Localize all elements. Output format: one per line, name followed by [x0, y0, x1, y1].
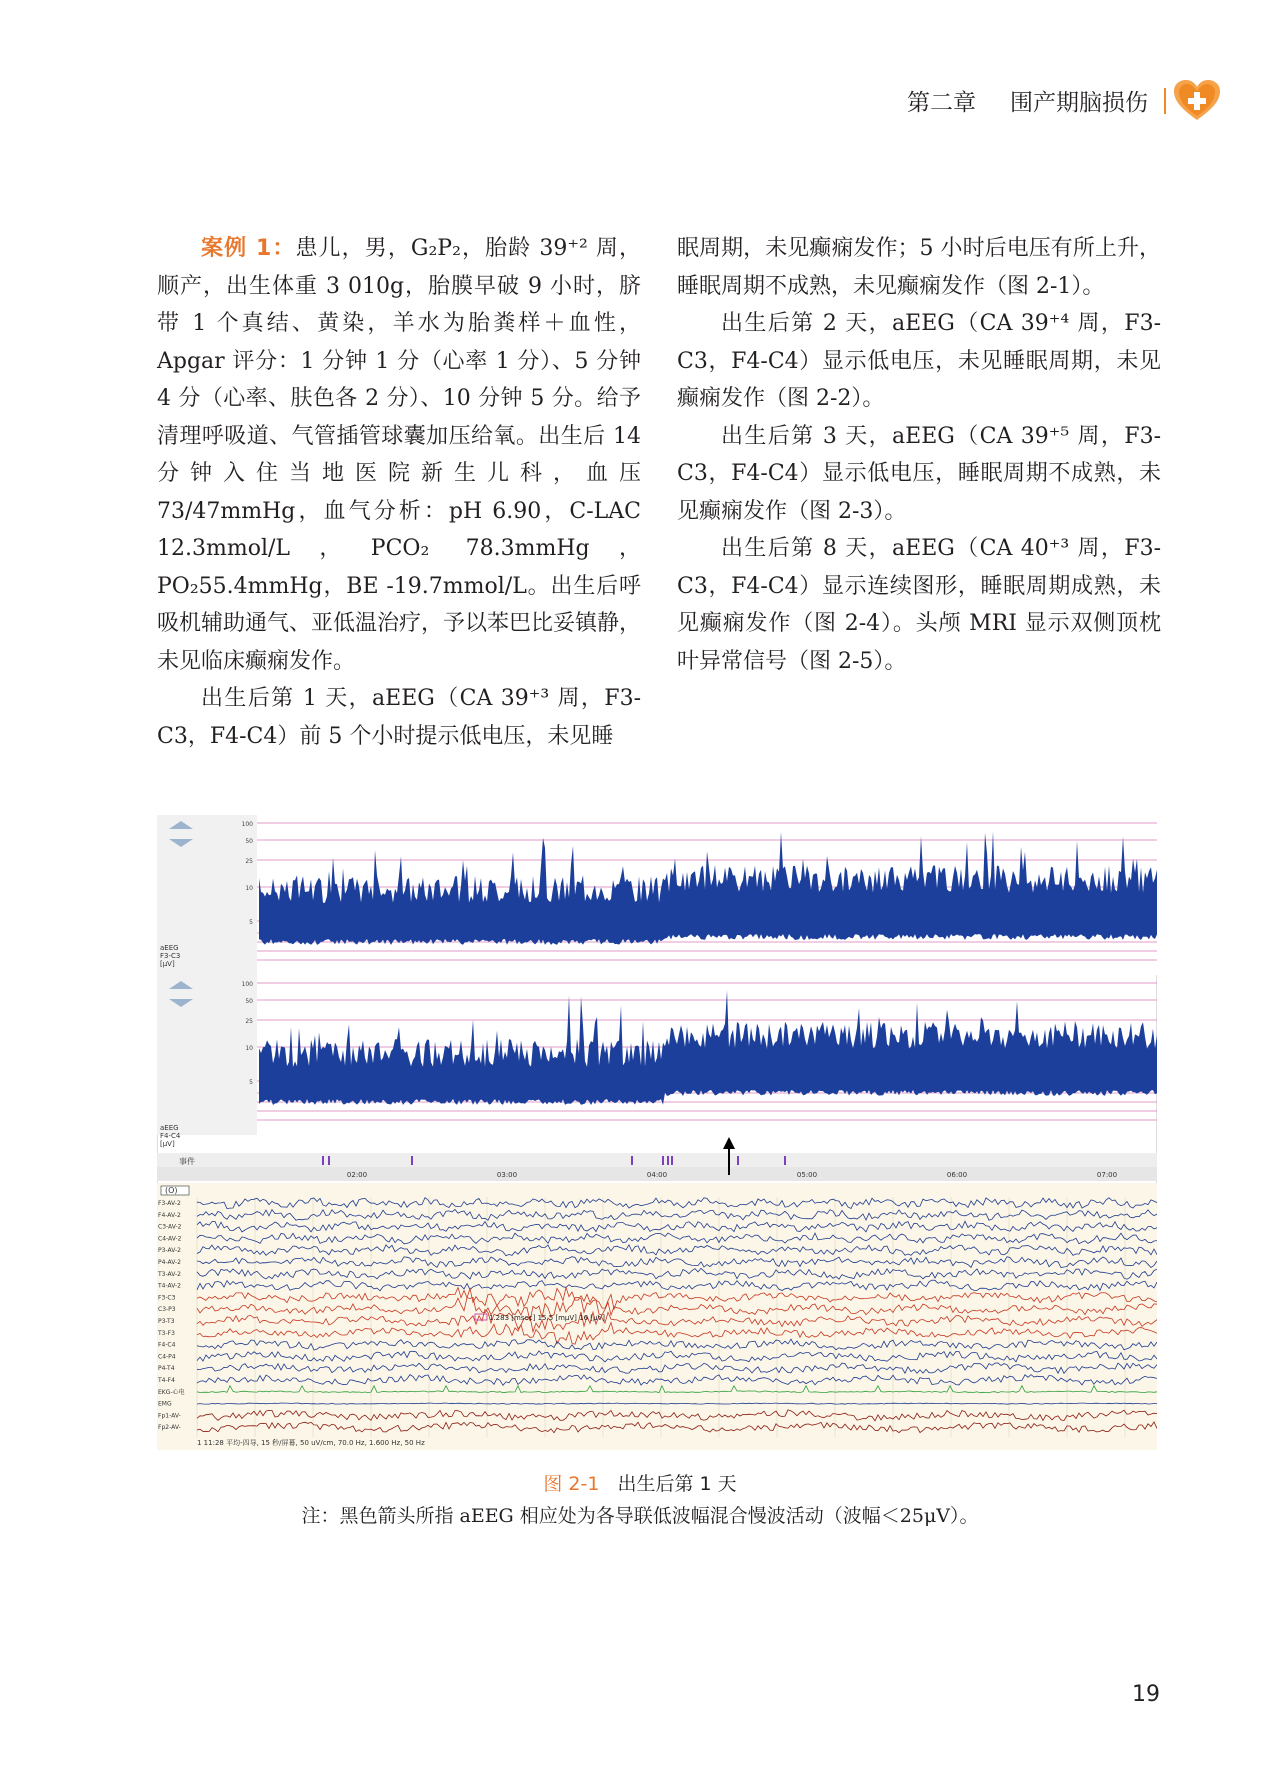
event-label: 事件: [179, 1157, 195, 1166]
eeg-channel-label: C4-P4: [158, 1353, 176, 1361]
eeg-channel-label: F4-AV-2: [158, 1211, 181, 1219]
event-marker: [784, 1156, 786, 1165]
aeeg-tick-label: 5: [249, 919, 253, 926]
right-column: [677, 230, 1161, 680]
day3-paragraph: 出生后第 3 天，aEEG（CA 39⁺⁵ 周，F3-C3，F4-C4）显示低电压，睡眠周期不成熟，未见癫痫发作（图 2-3）。: [677, 423, 1161, 524]
eeg-channel-label: F3-C3: [158, 1294, 176, 1302]
eeg-channel-label: P4-T4: [158, 1365, 175, 1373]
event-marker: [667, 1156, 669, 1165]
raw-eeg-background: [157, 1183, 1157, 1450]
event-marker: [671, 1156, 673, 1165]
eeg-channel-label: EMG: [158, 1400, 172, 1408]
event-marker: [737, 1156, 739, 1165]
eeg-channel-label: C3-AV-2: [158, 1223, 182, 1231]
eeg-channel-label: T3-AV-2: [158, 1270, 181, 1278]
figure-note: 注：黑色箭头所指 aEEG 相应处为各导联低波幅混合慢波活动（波幅＜25μV）。: [301, 1505, 979, 1527]
eeg-channel-label: Fp1-AV-: [158, 1412, 181, 1420]
aeeg-tick-label: 10: [245, 885, 253, 892]
event-marker: [411, 1156, 413, 1165]
aeeg-tick-label: 100: [241, 821, 253, 828]
eeg-channel-label: T4-F4: [158, 1377, 175, 1384]
eeg-channel-label: T3-F3: [158, 1329, 175, 1337]
aeeg-tick-label: 25: [245, 1018, 253, 1025]
running-head: [907, 84, 1170, 117]
eeg-channel-label: P4-AV-2: [158, 1259, 181, 1266]
event-bar: [157, 1153, 1157, 1167]
heart-logo-icon: [1172, 78, 1222, 122]
header-rule: [0, 0, 1280, 2]
time-label: 06:00: [946, 1171, 968, 1179]
event-marker: [322, 1156, 324, 1165]
aeeg-figure: [157, 815, 1157, 1450]
panel2-label-2: F4-C4: [160, 1132, 181, 1140]
header-separator: [1164, 88, 1166, 114]
case-text: 患儿，男，G₂P₂，胎龄 39⁺² 周，顺产，出生体重 3 010g，胎膜早破 9 小时，脐带 1 个真结、黄染，羊水为胎粪样＋血性，Apgar 评分：1 分钟 1 分（心率 1 分）、5 分钟 4 分（心率、肤色各 2 分）、10 分钟 5 分。给予清理呼吸道、气管插管球囊加压给氧。出生后 14 分钟入住当地医院新生儿科，血压 73/47mmHg，血气分析：pH 6.90，C-LAC 12.3mmol/L，PCO₂ 78.3mmHg，PO₂55.4mmHg，BE -19.7mmol/L。出生后呼吸机辅助通气、亚低温治疗，予以苯巴比妥镇静，未见临床癫痫发作。: [157, 236, 642, 674]
day2-paragraph: 出生后第 2 天，aEEG（CA 39⁺⁴ 周，F3-C3，F4-C4）显示低电压，未见睡眠周期，未见癫痫发作（图 2-2）。: [677, 311, 1161, 411]
aeeg-tick-label: 50: [245, 838, 253, 845]
aeeg-tick-label: 10: [245, 1045, 253, 1052]
panel1-label-2: F3-C3: [160, 952, 181, 960]
chapter-number: 第二章: [907, 90, 976, 116]
figure-number: 图 2-1: [543, 1473, 600, 1495]
eeg-channel-label: Fp2-AV-: [158, 1424, 181, 1432]
eeg-channel-label: P3-AV-2: [158, 1247, 181, 1255]
eeg-channel-label: EKG-心电: [158, 1388, 185, 1396]
page-number: 19: [1132, 1682, 1160, 1707]
eeg-channel-label: P3-T3: [158, 1318, 175, 1325]
aeeg-tick-label: 50: [245, 998, 253, 1005]
event-marker: [662, 1156, 664, 1165]
time-label: 07:00: [1096, 1171, 1118, 1179]
eeg-channel-label: T4-AV-2: [158, 1282, 181, 1290]
eeg-footer: 1 11:28 平均-四导, 15 秒/屏幕, 50 uV/cm, 70.0 Hz, 1.600 Hz, 50 Hz: [197, 1439, 425, 1447]
time-label: 02:00: [346, 1171, 368, 1179]
aeeg-panel-1: [157, 815, 1157, 975]
time-label: 05:00: [796, 1171, 818, 1179]
continued-paragraph: 眠周期，未见癫痫发作；5 小时后电压有所上升，睡眠周期不成熟，未见癫痫发作（图 2-1）。: [677, 236, 1161, 299]
panel2-label-1: aEEG: [160, 1124, 179, 1132]
eeg-annotation: 1.283 [msec] 15.5 [mμV] 16 [μV]: [489, 1314, 605, 1322]
eeg-channel-label: F3-AV-2: [158, 1200, 181, 1207]
eeg-channel-label: C4-AV-2: [158, 1235, 182, 1243]
panel1-label-1: aEEG: [160, 944, 179, 952]
left-column: [157, 230, 641, 755]
raw-eeg-panel: [157, 1183, 1157, 1450]
event-marker: [328, 1156, 330, 1165]
panel1-label-3: [μV]: [160, 960, 175, 968]
event-marker: [631, 1156, 633, 1165]
aeeg-tick-label: 25: [245, 858, 253, 865]
eeg-header: (O): [165, 1186, 178, 1195]
aeeg-tick-label: 5: [249, 1079, 253, 1086]
case-paragraph: [157, 230, 641, 680]
figure-title: 出生后第 1 天: [617, 1473, 737, 1495]
figure-caption: [0, 1469, 1280, 1496]
day8-paragraph: 出生后第 8 天，aEEG（CA 40⁺³ 周，F3-C3，F4-C4）显示连续图形，睡眠周期成熟，未见癫痫发作（图 2-4）。头颅 MRI 显示双侧顶枕叶异常信号（图 2-5）。: [677, 536, 1161, 674]
day1-paragraph: 出生后第 1 天，aEEG（CA 39⁺³ 周，F3-C3，F4-C4）前 5 个小时提示低电压，未见睡: [157, 686, 641, 749]
chapter-title: 围产期脑损伤: [1010, 90, 1148, 116]
time-label: 03:00: [496, 1171, 518, 1179]
case-label: 案例 1：: [201, 236, 296, 261]
panel2-label-3: [μV]: [160, 1140, 175, 1148]
eeg-channel-label: F4-C4: [158, 1341, 176, 1349]
time-label: 04:00: [646, 1171, 668, 1179]
aeeg-tick-label: 100: [241, 981, 253, 988]
eeg-channel-label: C3-P3: [158, 1306, 176, 1314]
